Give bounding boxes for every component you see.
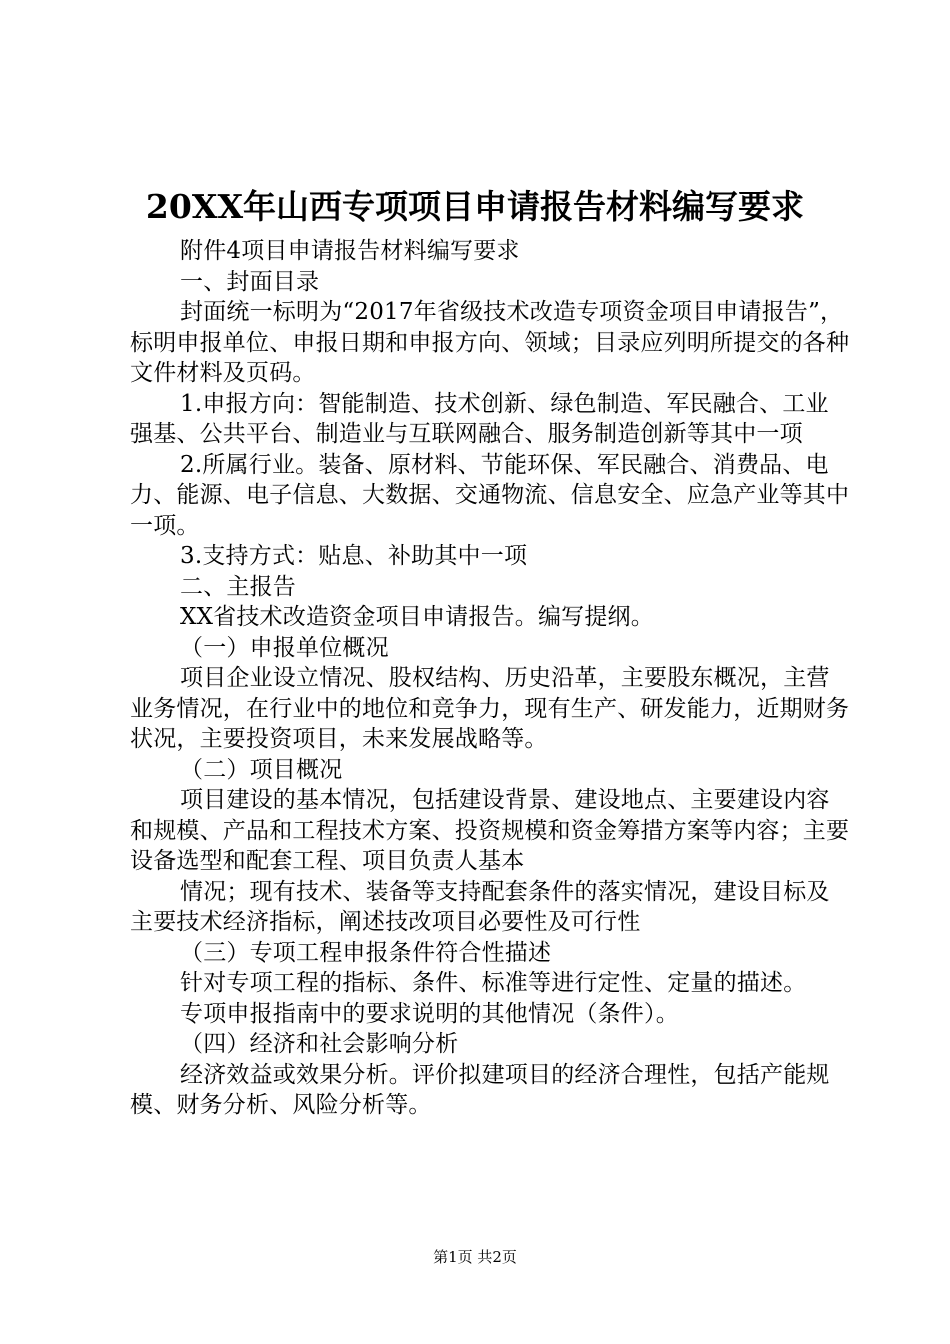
paragraph-support: 3.支持方式：贴息、补助其中一项 (180, 543, 528, 569)
document-body (130, 236, 850, 1121)
paragraph-industry: 2.所属行业。装备、原材料、节能环保、军民融合、消费品、电力、能源、电子信息、大数据、交通物流、信息安全、应急产业等其中一项。 (130, 451, 850, 539)
page-footer: 第1页 共2页 (433, 1248, 517, 1266)
paragraph-cover: 封面统一标明为“2017年省级技术改造专项资金项目申请报告”，标明申报单位、申报日期和申报方向、领域；目录应列明所提交的各种文件材料及页码。 (130, 299, 850, 386)
paragraph-compliance: 针对专项工程的指标、条件、标准等进行定性、定量的描述。 (180, 970, 807, 996)
paragraph-direction: 1.申报方向：智能制造、技术创新、绿色制造、军民融合、工业强基、公共平台、制造业与互联网融合、服务制造创新等其中一项 (130, 390, 829, 447)
paragraph-attachment-heading: 附件4项目申请报告材料编写要求 (180, 238, 520, 264)
paragraph-report-outline: XX省技术改造资金项目申请报告。编写提纲。 (180, 604, 654, 630)
paragraph-project-continued: 情况；现有技术、装备等支持配套条件的落实情况，建设目标及主要技术经济指标，阐述技改项目必要性及可行性 (130, 878, 830, 935)
paragraph-other-conditions: 专项申报指南中的要求说明的其他情况（条件）。 (180, 1000, 679, 1027)
subsection-heading-project: （二）项目概况 (180, 756, 343, 783)
document-title: 20XX年山西专项项目申请报告材料编写要求 (145, 187, 805, 226)
section-heading-cover: 一、封面目录 (180, 268, 320, 295)
paragraph-impact: 经济效益或效果分析。评价拟建项目的经济合理性，包括产能规模、财务分析、风险分析等。 (130, 1061, 830, 1118)
subsection-heading-impact: （四）经济和社会影响分析 (180, 1031, 459, 1057)
paragraph-unit: 项目企业设立情况、股权结构、历史沿革，主要股东概况，主营业务情况，在行业中的地位和竞争力，现有生产、研发能力，近期财务状况，主要投资项目，未来发展战略等。 (130, 665, 850, 752)
subsection-heading-compliance: （三）专项工程申报条件符合性描述 (180, 939, 552, 966)
paragraph-project: 项目建设的基本情况，包括建设背景、建设地点、主要建设内容和规模、产品和工程技术方案、投资规模和资金筹措方案等内容；主要设备选型和配套工程、项目负责人基本 (130, 787, 850, 874)
section-heading-main-report: 二、主报告 (180, 573, 296, 600)
subsection-heading-unit: （一）申报单位概况 (180, 634, 389, 661)
